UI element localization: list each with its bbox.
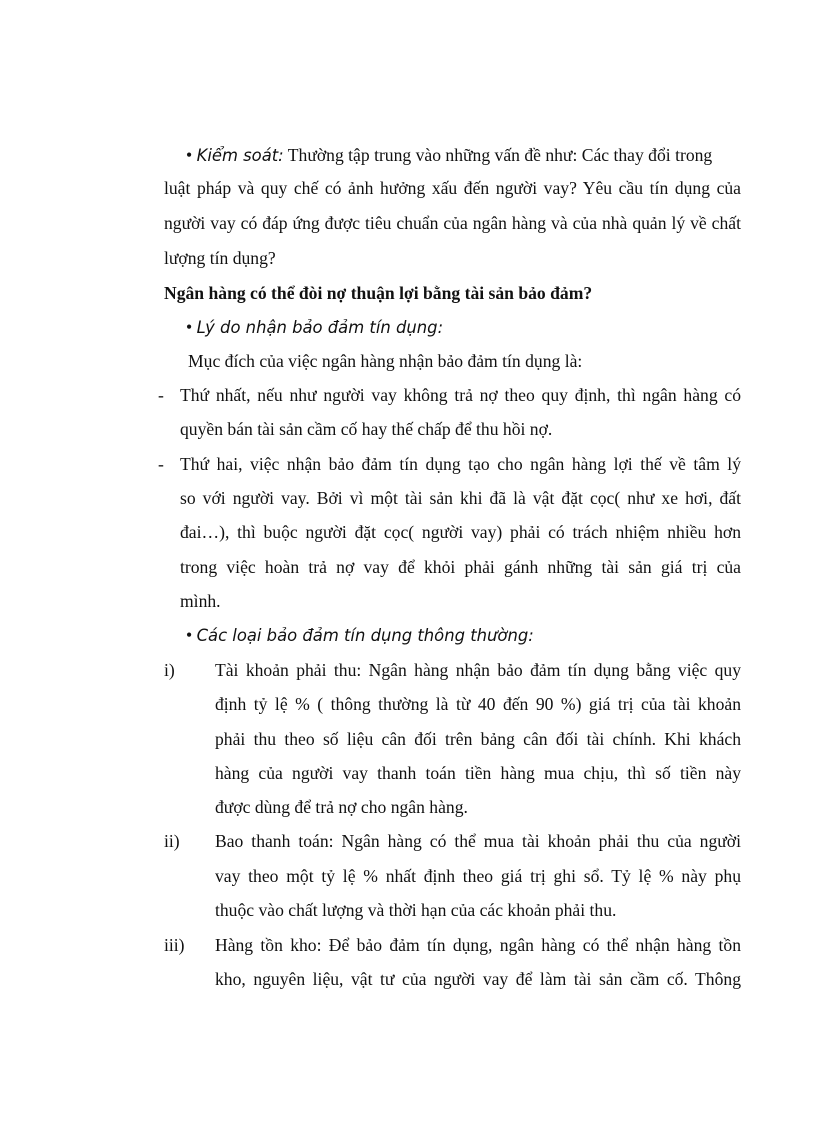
control-line-3: người vay có đáp ứng được tiêu chuẩn của ngân hàng và của nhà quản lý về chất xyxy=(164,213,741,233)
bullet-icon: • xyxy=(186,145,193,165)
list-item-line: Thứ hai, việc nhận bảo đảm tín dụng tạo cho ngân hàng lợi thế về tâm lý xyxy=(180,454,741,474)
list-marker: iii) xyxy=(164,935,185,955)
control-line-4: lượng tín dụng? xyxy=(164,248,276,268)
list-item-line: phải thu theo số liệu cân đối trên bảng cân đối tài chính. Khi khách xyxy=(215,729,741,749)
list-item-line: Bao thanh toán: Ngân hàng có thể mua tài khoản phải thu của người xyxy=(215,831,741,851)
control-text: Thường tập trung vào những vấn đề như: Các thay đổi trong xyxy=(287,145,713,165)
list-marker: i) xyxy=(164,660,175,680)
list-item-line: Tài khoản phải thu: Ngân hàng nhận bảo đảm tín dụng bằng việc quy xyxy=(215,660,741,680)
list-item-line: thuộc vào chất lượng và thời hạn của các khoản phải thu. xyxy=(215,900,617,920)
control-label: Kiểm soát: xyxy=(196,146,284,165)
reason-label: Lý do nhận bảo đảm tín dụng: xyxy=(196,318,444,337)
list-item-line: đai…), thì buộc người đặt cọc( người vay) phải có trách nhiệm nhiều hơn xyxy=(180,522,741,542)
list-item-line: trong việc hoàn trả nợ vay để khỏi phải gánh những tài sản giá trị của xyxy=(180,557,741,577)
question-heading: Ngân hàng có thể đòi nợ thuận lợi bằng tài sản bảo đảm? xyxy=(164,283,593,303)
types-heading xyxy=(186,623,534,648)
control-line-2: luật pháp và quy chế có ảnh hưởng xấu đến người vay? Yêu cầu tín dụng của xyxy=(164,178,741,198)
types-label: Các loại bảo đảm tín dụng thông thường: xyxy=(196,626,534,645)
list-item-line: mình. xyxy=(180,591,221,611)
list-marker: - xyxy=(158,385,164,405)
list-item-line: quyền bán tài sản cầm cố hay thế chấp để thu hồi nợ. xyxy=(180,419,553,439)
list-item-line: kho, nguyên liệu, vật tư của người vay để làm tài sản cầm cố. Thông xyxy=(215,969,741,989)
bullet-icon: • xyxy=(186,317,193,337)
list-item-line: hàng của người vay thanh toán tiền hàng mua chịu, thì số tiền này xyxy=(215,763,741,783)
list-marker: ii) xyxy=(164,831,180,851)
control-line-1 xyxy=(186,143,712,168)
list-item-line: Thứ nhất, nếu như người vay không trả nợ theo quy định, thì ngân hàng có xyxy=(180,385,741,405)
list-item-line: định tỷ lệ % ( thông thường là từ 40 đến 90 %) giá trị của tài khoản xyxy=(215,694,741,714)
list-marker: - xyxy=(158,454,164,474)
list-item-line: vay theo một tỷ lệ % nhất định theo giá trị ghi sổ. Tỷ lệ % này phụ xyxy=(215,866,741,886)
reason-intro: Mục đích của việc ngân hàng nhận bảo đảm tín dụng là: xyxy=(188,351,583,371)
list-item-line: so với người vay. Bởi vì một tài sản khi đã là vật đặt cọc( như xe hơi, đất xyxy=(180,488,741,508)
reason-heading xyxy=(186,315,443,340)
list-item-line: được dùng để trả nợ cho ngân hàng. xyxy=(215,797,468,817)
bullet-icon: • xyxy=(186,625,193,645)
list-item-line: Hàng tồn kho: Để bảo đảm tín dụng, ngân hàng có thể nhận hàng tồn xyxy=(215,935,741,955)
